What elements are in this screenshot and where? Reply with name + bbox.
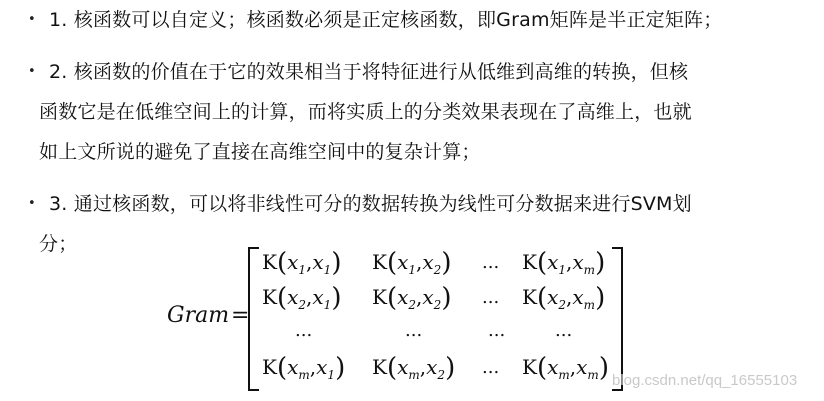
kernel-entry: $K(x_m,x_1)$ [262, 353, 346, 383]
kernel-entry: $K(x_m,x_m)$ [522, 353, 609, 383]
kernel-entry: $K(x_2,x_2)$ [372, 283, 452, 313]
point-2-line-3: 如上文所说的避免了直接在高维空间中的复杂计算； [39, 141, 481, 163]
kernel-entry: $K(x_1,x_2)$ [372, 248, 452, 278]
bullet: • [28, 196, 36, 211]
ellipsis: ... [482, 357, 500, 378]
point-3-line-1: 3. 通过核函数，可以将非线性可分的数据转换为线性可分数据来进行SVM划 [49, 193, 692, 215]
point-2-line-2: 函数它是在低维空间上的计算，而将实质上的分类效果表现在了高维上，也就 [39, 101, 692, 123]
kernel-entry: $K(x_1,x_1)$ [262, 248, 342, 278]
kernel-entry: $K(x_2,x_m)$ [522, 283, 606, 313]
ellipsis: ... [405, 320, 423, 341]
left-bracket [248, 247, 259, 391]
gram-label: Gram [167, 303, 230, 328]
bullet: • [28, 64, 36, 79]
bullet: • [28, 12, 36, 27]
equals-sign: = [231, 303, 250, 328]
point-3-line-2: 分； [39, 233, 78, 255]
right-bracket [612, 247, 623, 391]
point-2-line-1: 2. 核函数的价值在于它的效果相当于将特征进行从低维到高维的转换，但核 [49, 61, 689, 83]
kernel-entry: $K(x_2,x_1)$ [262, 283, 342, 313]
ellipsis: ... [555, 320, 573, 341]
point-1-line-1: 1. 核函数可以自定义；核函数必须是正定核函数，即Gram矩阵是半正定矩阵； [49, 9, 723, 31]
ellipsis: ... [482, 287, 500, 308]
ellipsis: ... [482, 252, 500, 273]
watermark: blog.csdn.net/qq_16555103 [612, 372, 798, 389]
kernel-entry: $K(x_m,x_2)$ [372, 353, 456, 383]
kernel-entry: $K(x_1,x_m)$ [522, 248, 606, 278]
ellipsis: ... [295, 320, 313, 341]
ellipsis: ... [488, 320, 506, 341]
